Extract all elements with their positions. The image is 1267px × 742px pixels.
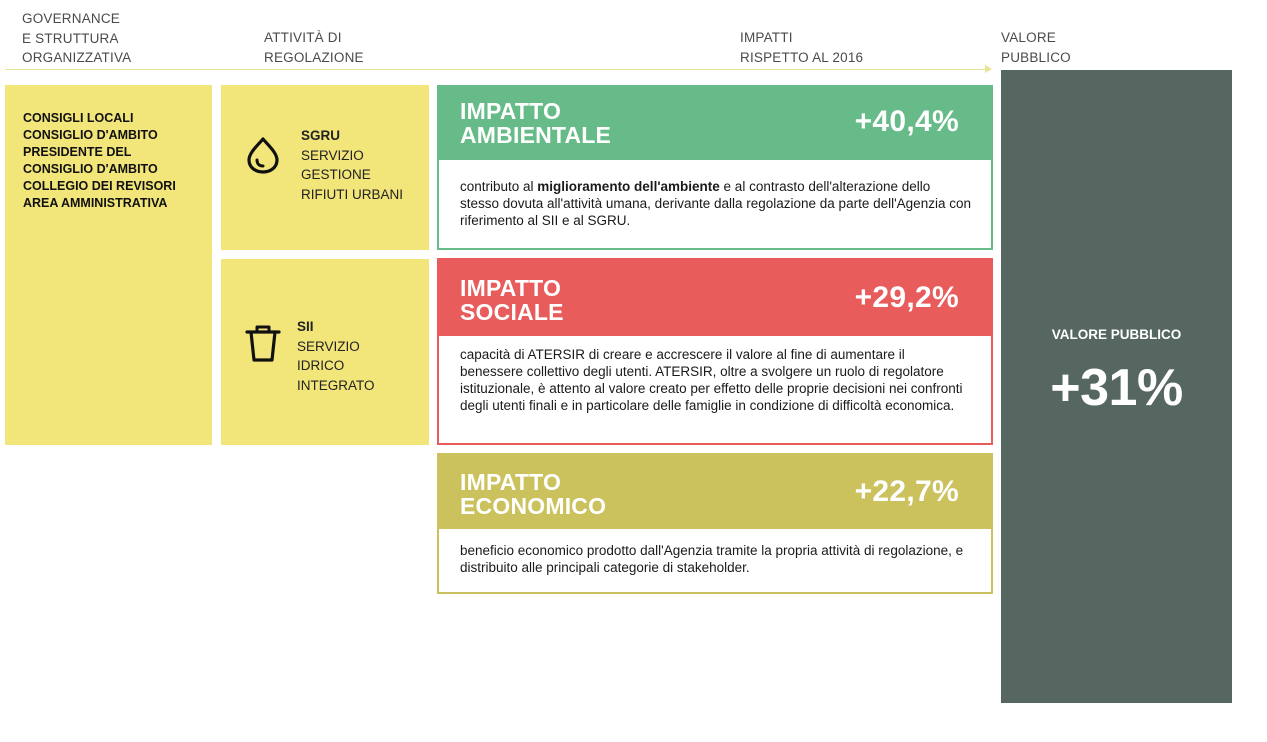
header-line: ATTIVITÀ DI xyxy=(264,30,342,45)
activity-box-sgru xyxy=(221,85,429,250)
governance-list xyxy=(23,110,176,212)
impact-title xyxy=(460,276,564,324)
impact-title xyxy=(460,99,611,147)
impact-desc-text: e al contrasto dell'alterazione dello stesso dovuta all'attività umana, derivante dalla regolazione da parte dell'Agenzia con riferimento al SII e al SGRU. xyxy=(460,179,971,228)
header-line: GOVERNANCE xyxy=(22,11,121,26)
activity-line: SERVIZIO xyxy=(301,147,364,163)
impact-title-line: IMPATTO xyxy=(460,275,562,301)
activity-line: GESTIONE xyxy=(301,167,371,182)
governance-item: CONSIGLIO D'AMBITO xyxy=(23,128,158,142)
header-line: ORGANIZZATIVA xyxy=(22,50,132,65)
activity-line: INTEGRATO xyxy=(297,377,375,393)
governance-item: AREA AMMINISTRATIVA xyxy=(23,196,168,210)
impact-title-line: AMBIENTALE xyxy=(460,122,612,148)
public-value-number: +31% xyxy=(1050,359,1183,417)
impact-title-line: IMPATTO xyxy=(460,98,562,124)
header-line: IMPATTI xyxy=(740,30,793,45)
trash-bin-icon xyxy=(243,323,283,363)
governance-item: CONSIGLI LOCALI xyxy=(23,111,134,125)
activity-box-sii xyxy=(221,259,429,445)
activity-text-sii xyxy=(297,317,375,395)
impact-percentage: +29,2% xyxy=(854,281,959,314)
impact-desc-bold: miglioramento dell'ambiente xyxy=(537,179,720,194)
water-drop-icon xyxy=(243,135,283,175)
governance-item: COLLEGIO DEI REVISORI xyxy=(23,179,176,193)
flow-arrow-head-icon xyxy=(985,65,992,73)
impact-title-line: IMPATTO xyxy=(460,469,562,495)
header-line: REGOLAZIONE xyxy=(264,49,364,65)
activity-line: IDRICO xyxy=(297,358,345,373)
public-value-label: VALORE PUBBLICO xyxy=(1051,327,1182,342)
impact-desc-text: contributo al xyxy=(460,179,538,194)
header-line: E STRUTTURA xyxy=(22,30,119,46)
impact-ambientale xyxy=(437,85,993,250)
impact-percentage: +40,4% xyxy=(854,105,959,138)
activity-line: RIFIUTI URBANI xyxy=(301,186,404,202)
impact-title-line: ECONOMICO xyxy=(460,493,607,519)
activity-code: SII xyxy=(297,319,314,334)
header-impacts xyxy=(740,28,863,67)
flow-arrow-line xyxy=(5,69,991,70)
header-line: RISPETTO AL 2016 xyxy=(740,49,864,65)
header-activity xyxy=(264,28,364,67)
activity-code: SGRU xyxy=(301,128,341,143)
impact-economico xyxy=(437,453,993,594)
governance-item: CONSIGLIO D'AMBITO xyxy=(23,162,158,176)
impact-description: capacità di ATERSIR di creare e accrescere il valore al fine di aumentare il benessere collettivo degli utenti. ATERSIR, oltre a svolgere un ruolo di regolatore istituzionale, è attento al valore creato per effetto delle proprie decisioni nei confronti degli utenti finali e in particolare delle famiglie in condizione di difficoltà economica. xyxy=(460,347,963,413)
header-line: VALORE xyxy=(1001,30,1056,45)
public-value-panel xyxy=(1001,70,1232,703)
impact-description: beneficio economico prodotto dall'Agenzia tramite la propria attività di regolazione, e distribuito alle principali categorie di stakeholder. xyxy=(460,543,964,575)
impact-sociale xyxy=(437,258,993,445)
activity-text-sgru xyxy=(301,126,403,204)
impact-percentage: +22,7% xyxy=(854,475,959,508)
impact-description xyxy=(460,178,971,229)
governance-item: PRESIDENTE DEL xyxy=(23,145,132,159)
header-value xyxy=(1001,28,1071,67)
governance-box xyxy=(5,85,212,445)
header-line: PUBBLICO xyxy=(1001,49,1071,65)
header-governance xyxy=(22,9,131,68)
impact-title-line: SOCIALE xyxy=(460,299,564,325)
impact-title xyxy=(460,470,606,518)
activity-line: SERVIZIO xyxy=(297,338,360,354)
